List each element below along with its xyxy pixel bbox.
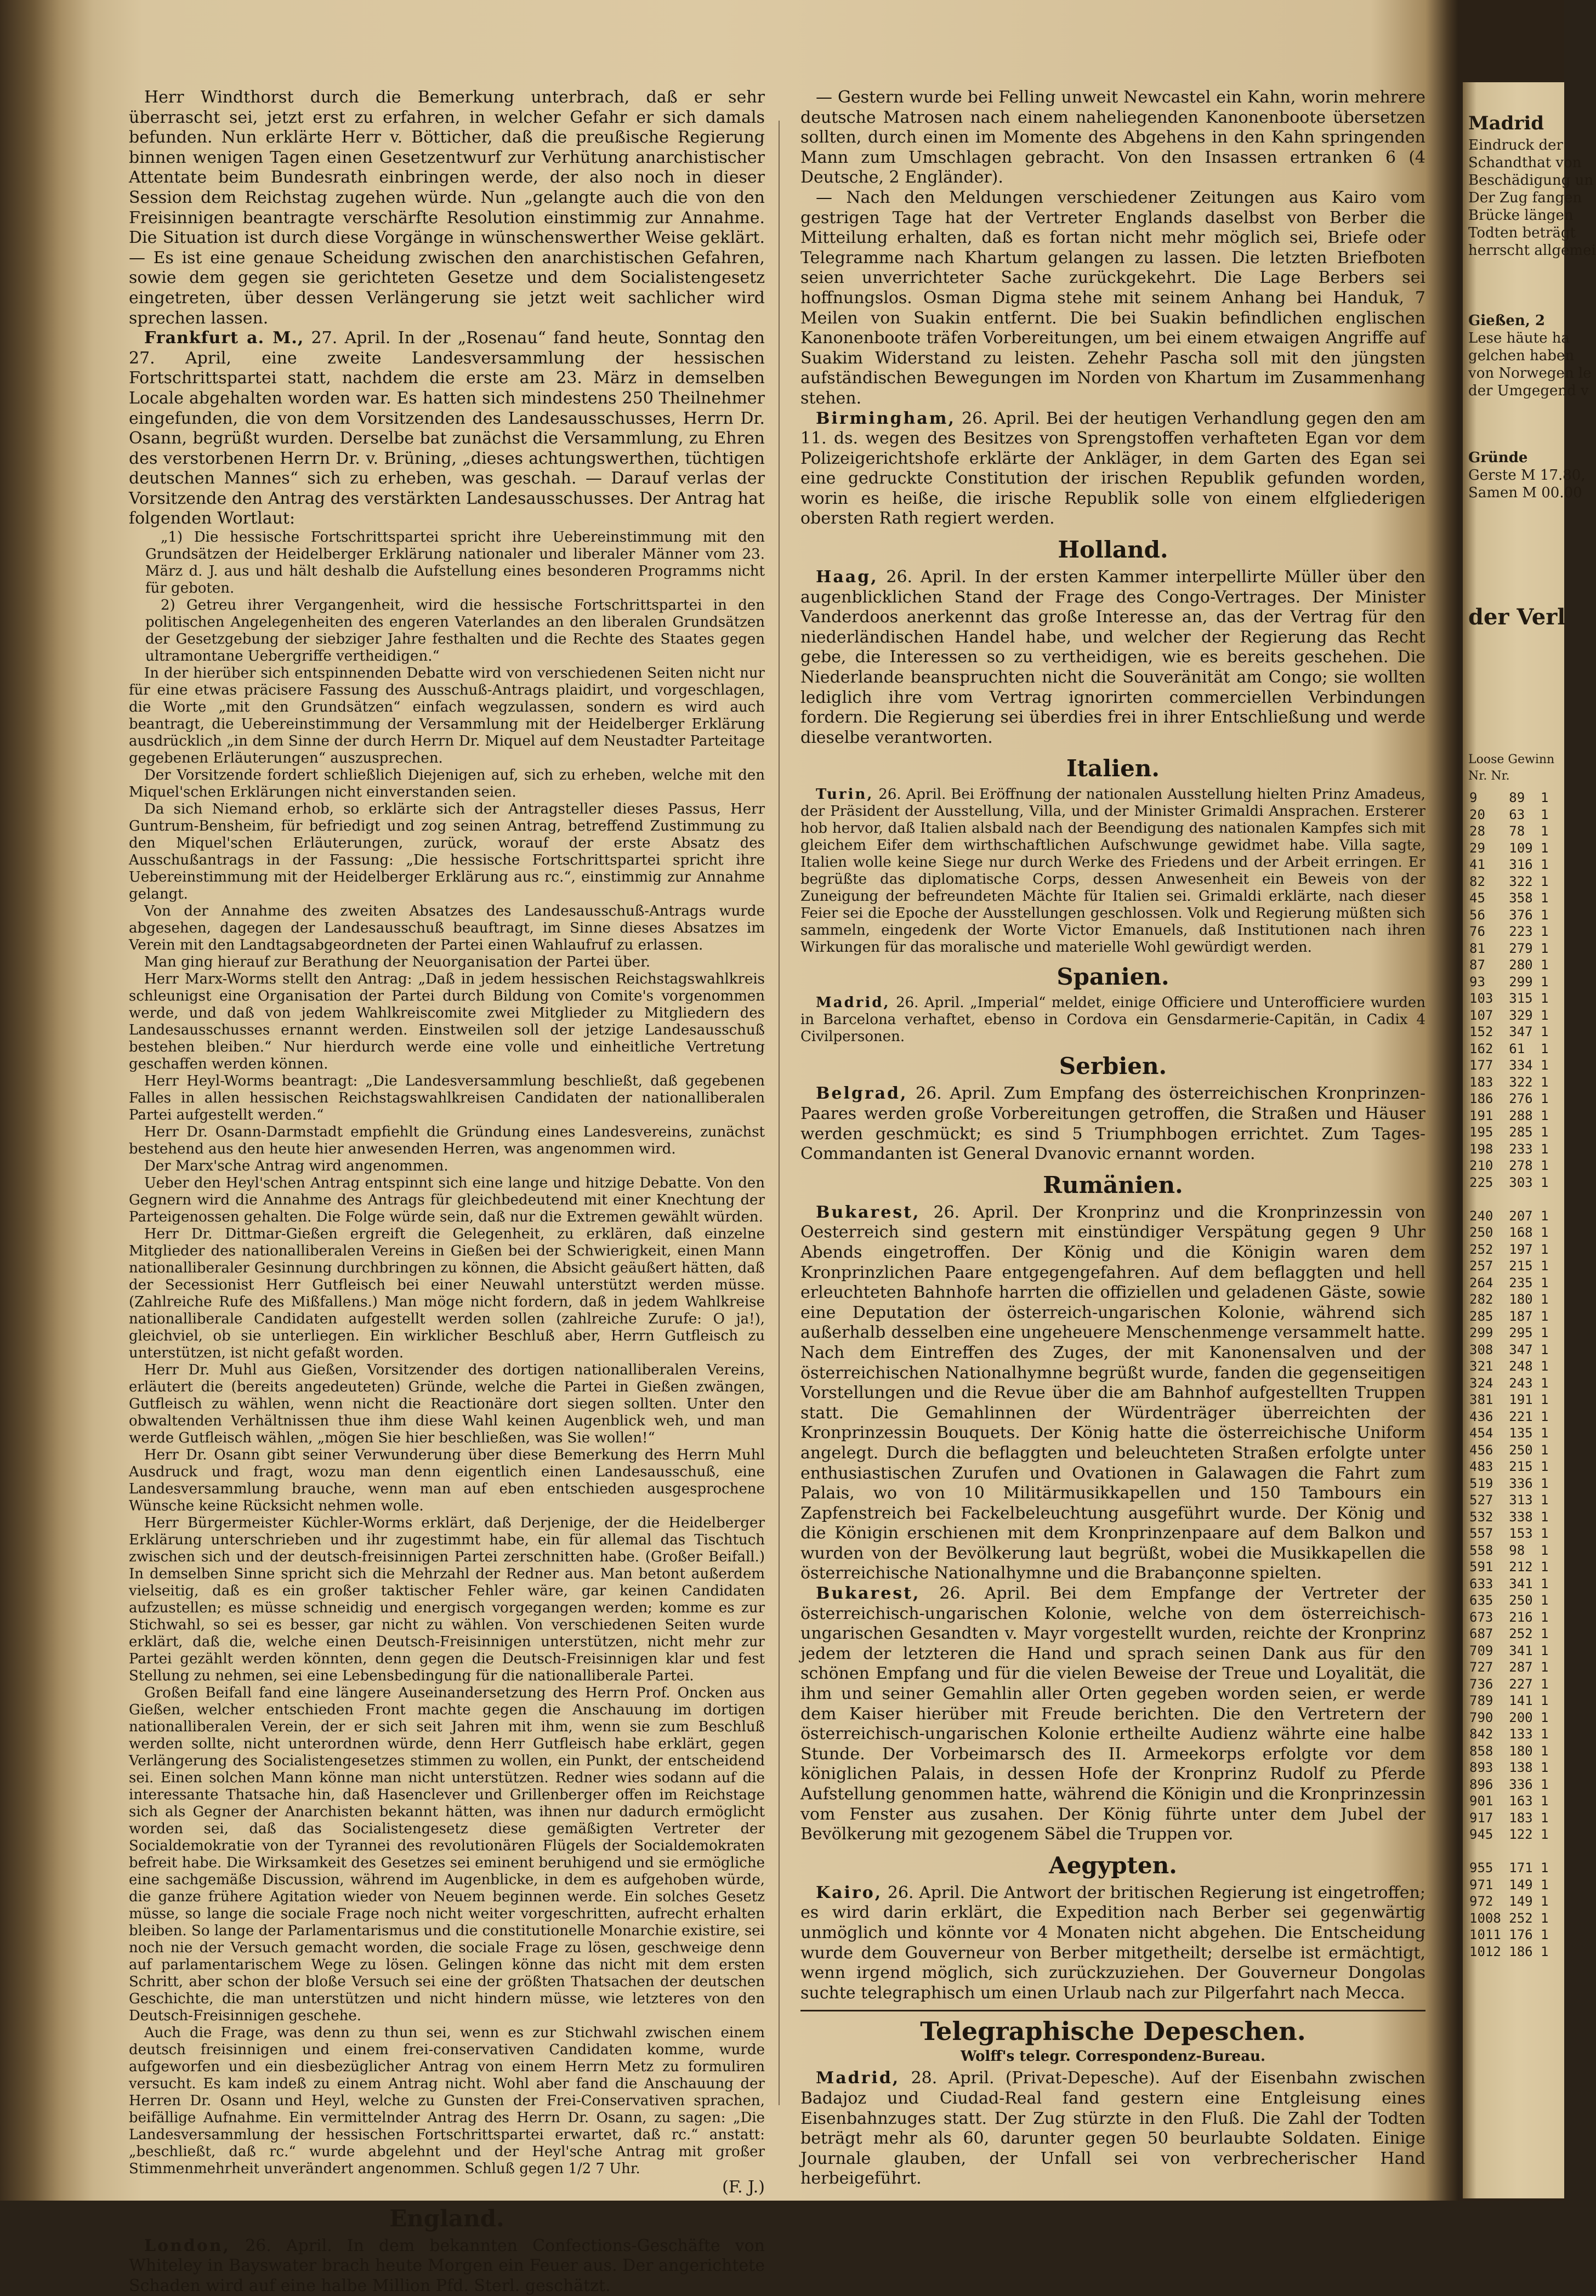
adjacent-text: Lese häute ha (1468, 330, 1570, 346)
adjacent-text: Der Zug fangen (1468, 190, 1582, 206)
paragraph: Von der Annahme des zweiten Absatzes des Landesausschuß-Antrags wurde abgesehen, dagegen der Landesausschuß beauftragt, im Sinne dieses Absatzes im Verein mit den Landtagsabgeordneten der Partei einen Wahlaufruf zu erlassen. (129, 903, 765, 954)
dateline-london: London, (144, 2236, 231, 2255)
dateline-kairo: Kairo, (816, 1883, 883, 1902)
adjacent-text: Brücke längen (1468, 207, 1574, 224)
section-heading-serbien: Serbien. (1059, 1053, 1167, 1080)
lottery-number-table: 9 89 1 20 63 1 28 78 1 29 109 1 41 316 1 82 322 1 45 358 1 56 376 1 76 223 1 81 279 1 87 280 1 93 299 1 103 315 1 107 329 1 152 347 1 162 61 1 177 334 1 183 322 1 186 276 1 191 288 1 195 285 1 198 233 1 210 278 1 225 303 1 240 207 1 250 168 1 252 197 1 257 215 1 264 235 1 282 180 1 285 187 1 299 295 1 308 347 1 321 248 1 324 243 1 381 191 1 436 221 1 454 135 1 456 250 1 483 215 1 519 336 1 527 313 1 532 338 1 557 153 1 558 98 1 591 212 1 633 341 1 635 250 1 673 216 1 687 252 1 709 341 1 727 287 1 736 227 1 789 141 1 790 200 1 842 133 1 858 180 1 893 138 1 896 336 1 901 163 1 917 183 1 945 122 1 955 171 1 971 149 1 972 149 1 1008 252 1 1011 176 1 1012 186 1 (1469, 790, 1549, 1959)
adjacent-text: Madrid (1468, 112, 1544, 134)
madrid-depesche-text: 28. April. (Privat-Depesche). Auf der Eisenbahn zwischen Badajoz und Ciudad-Real fand gestern eine Entgleisung eines Eisenbahnzuges statt. Der Zug stürzte in den Fluß. Die Zahl der Todten beträgt mehr als 60, darunter gegen 50 beurlaubte Soldaten. Einige Journale glauben, der Unfall sei von verbrecherischer Hand herbeigeführt. (800, 2068, 1426, 2189)
paragraph: Herr Dr. Osann-Darmstadt empfiehlt die Gründung eines Landesvereins, zunächst bestehend aus den heute hier anwesenden Herren, was angenommen wird. (129, 1124, 765, 1158)
section-heading-aegypten: Aegypten. (1049, 1851, 1177, 1879)
dateline-madrid: Madrid, (816, 994, 890, 1011)
newspaper-page (96, 88, 1450, 2295)
paragraph: Ueber den Heyl'schen Antrag entspinnt sich eine lange und hitzige Debatte. Von den Gegnern wird die Annahme des Antrags für gleichbedeutend mit einer Knechtung der Parteigenossen gehalten. Die Folge würde sein, daß nur die Extremen gewählt würden. (129, 1175, 765, 1226)
paragraph: Herr Dr. Dittmar-Gießen ergreift die Gelegenheit, zu erklären, daß einzelne Mitglieder des nationalliberalen Vereins in Gießen bei der Schwierigkeit, einen Mann nationalliberaler Gesinnung durchbringen zu können, die Absicht geäußert hätten, daß der Secessionist Herr Gutfleisch bei einer Neuwahl unterstützt werden müsse. (Zahlreiche Rufe des Mißfallens.) Man möge nicht fordern, daß in jedem Wahlkreise nationalliberale Candidaten aufgestellt werden sollen (zahlreiche Zurufe: O ja!), gleichviel, ob sie unterliegen. Ein wirklicher Beschluß aber, Herrn Gutfleisch zu unterstützen, ist nicht gefaßt worden. (129, 1226, 765, 1362)
dateline-frankfurt: Frankfurt a. M., (144, 328, 304, 348)
paragraph: Der Vorsitzende fordert schließlich Diejenigen auf, sich zu erheben, welche mit den Miquel'schen Erklärungen nicht einverstanden seien. (129, 767, 765, 801)
adjacent-page-strip (1463, 82, 1596, 2198)
adjacent-text: Gießen, 2 (1468, 312, 1546, 329)
dateline-bukarest: Bukarest, (816, 1202, 921, 1222)
quote-paragraph-2: 2) Getreu ihrer Vergangenheit, wird die hessische Fortschrittspartei in den politischen Angelegenheiten des engeren Vaterlandes an den liberalen Grundsätzen der Gesetzgebung der siebziger Jahre festhalten und die Rechte des Staates gegen ultramontane Uebergriffe vertheidigen.“ (145, 597, 765, 665)
dateline-turin: Turin, (816, 786, 874, 803)
article-bukarest-2 (800, 1584, 1425, 1845)
article-madrid-depesche (800, 2068, 1425, 2189)
paragraph: Auch die Frage, was denn zu thun sei, wenn es zur Stichwahl zwischen einem deutsch freisinnigen und einem frei-conservativen Candidaten komme, wurde aufgeworfen und ein diesbezüglicher Antrag von einem Herrn Metz zu formuliren versucht. Es kam indeß zu einem Antrag nicht. Wohl aber fand die Anschauung der Herren Dr. Osann und Heyl, welche zu Gunsten der Frei-Conservativen sprachen, beifällige Aufnahme. Ein vermittelnder Antrag des Herrn Dr. Osann, zu sagen: „Die Landesversammlung der hessischen Fortschrittspartei erwartet, daß rc.“ anstatt: „beschließt, daß rc.“ wurde abgelehnt und der Heyl'sche Antrag mit großer Stimmenmehrheit unverändert angenommen. Schluß gegen 1/2 7 Uhr. (129, 2025, 765, 2178)
author-signature: (F. J.) (722, 2178, 765, 2197)
section-heading-rumanien: Rumänien. (1043, 1171, 1183, 1198)
adjacent-text: Gründe (1468, 450, 1528, 466)
paragraph: Herr Marx-Worms stellt den Antrag: „Daß in jedem hessischen Reichstagswahlkreis schleunigst eine Organisation der Partei durch Bildung von Comite's vorgenommen werde, und daß von jedem Wahlkreiscomite zwei Mitglieder zu Mitgliedern des Landesausschusses ernannt werden. Einstweilen soll der jetzige Landesausschuß bestehen bleiben.“ Nur hierdurch werde eine volle und einheitliche Vertretung geschaffen werden können. (129, 971, 765, 1073)
article-kairo-meldungen: — Nach den Meldungen verschiedener Zeitungen aus Kairo vom gestrigen Tage hat der Vertreter Englands daselbst von Berber die Mitteilung erhalten, daß es fortan nicht mehr möglich sei, Briefe oder Telegramme nach Khartum gelangen zu lassen. Die letzten Briefboten seien unverrichteter Sache zurückgekehrt. Die Lage Berbers sei hoffnungslos. Osman Digma stehe mit seinem Anhang bei Handuk, 7 Meilen von Suakin entfernt. Die bei Suakin befindlichen englischen Kanonenboote träfen Vorbereitungen, um bei einem etwaigen Angriffe auf Suakim Widerstand zu leisten. Zehehr Pascha soll mit den jüngsten aufständischen Bewegungen im Norden von Khartum im Zusammenhang stehen. (800, 187, 1425, 408)
telegraph-bureau-subheading: Wolff's telegr. Correspondenz-Bureau. (961, 2048, 1265, 2065)
paragraph: In der hierüber sich entspinnenden Debatte wird von verschiedenen Seiten nicht nur für eine etwas präcisere Fassung des Ausschuß-Antrags plaidirt, und vorgeschlagen, die Worte „mit den Grundsätzen“ einfach wegzulassen, sondern es wird auch beantragt, die Uebereinstimmung der Versammlung mit der Heidelberger Erklärung ausdrücklich „in dem Sinne der durch Herrn Dr. Miquel auf dem Neustadter Parteitage gegebenen Erläuterungen“ auszusprechen. (129, 665, 765, 767)
paragraph: Da sich Niemand erhob, so erklärte sich der Antragsteller dieses Passus, Herr Guntrum-Bensheim, für befriedigt und zog seinen Antrag, betreffend Zustimmung zu den Miquel'schen Erläuterungen, zurück, worauf der erste Absatz des Ausschußantrags in der Fassung: „Die hessische Fortschrittspartei spricht ihre Uebereinstimmung mit der Heidelberger Erklärung aus rc.“, einstimmig zur Annahme gelangt. (129, 801, 765, 903)
adjacent-text: Eindruck der (1468, 137, 1563, 154)
article-madrid (800, 994, 1425, 1045)
section-heading-england: England. (389, 2204, 504, 2232)
birmingham-text: 26. April. Bei der heutigen Verhandlung gegen den am 11. ds. wegen des Besitzes von Sprengstoffen verhafteten Egan vor dem Polizeigerichtshofe erklärte der Ankläger, in dem Garten des Egan sei eine gedruckte Constitution der irischen Republik gefunden worden, worin es heiße, die irische Republik solle von einem elfgliederigen obersten Rath regiert werden. (800, 408, 1425, 528)
adjacent-text: der Umgegend v (1468, 383, 1589, 399)
frankfurt-text: 27. April. In der „Rosenau“ fand heute, Sonntag den 27. April, eine zweite Landesversammlung der hessischen Fortschrittspartei statt, nachdem die erste am 23. März in demselben Locale abgehalten worden war. Es hatten sich mindestens 250 Theilnehmer eingefunden, die von dem Vorsitzenden des Landesausschusses, Herrn Dr. Osann, begrüßt wurden. Derselbe bat zunächst die Versammlung, zu Ehren des verstorbenen Herrn Dr. v. Brüning, „dieses achtungswerthen, tüchtigen deutschen Mannes“ sich zu erheben, was geschah. — Darauf verlas der Vorsitzende den Antrag des verstärkten Landesausschusses. Der Antrag hat folgenden Wortlaut: (129, 328, 765, 528)
column-rule (779, 121, 780, 2105)
section-heading-holland: Holland. (1058, 536, 1168, 564)
madrid-text: 26. April. „Imperial“ meldet, einige Officiere und Unterofficiere wurden in Barcelona verhaftet, ebenso in Cordova ein Gensdarmerie-Capitän, in Cadix 4 Civilpersonen. (800, 994, 1426, 1045)
paragraph: Herr Dr. Osann gibt seiner Verwunderung über diese Bemerkung des Herrn Muhl Ausdruck und fragt, wozu man denn eigentlich einen Landesausschuß, eine Landesversammlung brauche, wenn man auf eben entschieden ausgesprochene Wünsche keine Rücksicht nehmen wolle. (129, 1447, 765, 1515)
section-heading-telegraph: Telegraphische Depeschen. (920, 2016, 1306, 2047)
adjacent-text: Todten beträgt (1468, 225, 1576, 241)
section-heading-italien: Italien. (1066, 755, 1160, 782)
adjacent-text: herrscht allgemei (1468, 242, 1596, 259)
left-column (129, 88, 765, 2295)
adjacent-text: Beschädigung un (1468, 172, 1594, 189)
article-newcastle: — Gestern wurde bei Felling unweit Newcastel ein Kahn, worin mehrere deutsche Matrosen nach einem naheliegenden Kanonenboote übersetzen sollten, durch einen im Momente des Abgehens in den Kahn springenden Mann zum Umschlagen gebracht. Von den Insassen ertranken 6 (4 Deutsche, 2 Engländer). (800, 88, 1425, 187)
article-birmingham (800, 409, 1425, 530)
london-text: 26. April. In dem bekannten Confections-Geschäfte von Whiteley in Bayswater brach heute Morgen ein Feuer aus. Der angerichtete Schaden wird auf eine halbe Million Pfd. Sterl. geschätzt. (129, 2236, 765, 2295)
article-kairo (800, 1883, 1425, 2004)
dateline-madrid: Madrid, (816, 2068, 900, 2088)
section-heading-spanien: Spanien. (1057, 963, 1169, 991)
article-reichstag-end: Herr Windthorst durch die Bemerkung unterbrach, daß er sehr überrascht sei, jetzt erst zu erfahren, in welcher Gefahr er sich damals befunden. Nun erklärte Herr v. Bötticher, daß die preußische Regierung binnen wenigen Tagen einen Gesetzentwurf zur Verhütung anarchistischer Attentate beim Bundesrath einbringen werde, der also noch in dieser Session dem Reichstag zugehen würde. Nun „gelangte auch die von den Freisinnigen beantragte verschärfte Resolution einstimmig zur Annahme. Die Situation ist durch diese Vorgänge in wünschenswerther Weise geklärt. — Es ist eine genaue Scheidung zwischen den anarchistischen Gefahren, sowie dem gegen sie gerichteten Gesetze und dem Socialistengesetz eingetreten, über dessen Verlängerung sie jetzt weit sachlicher wird sprechen lassen. (129, 88, 765, 328)
adjacent-table-header: Loose Gewinn (1468, 753, 1555, 766)
adjacent-text: Gerste M 17.80, (1468, 467, 1586, 484)
dateline-birmingham: Birmingham, (816, 408, 956, 428)
dateline-haag: Haag, (816, 567, 878, 587)
article-haag (800, 567, 1425, 748)
article-bukarest-1 (800, 1203, 1425, 1584)
article-london (129, 2236, 765, 2296)
section-divider (800, 2010, 1425, 2011)
dateline-belgrad: Belgrad, (816, 1084, 908, 1104)
adjacent-heading: der Verl (1468, 604, 1566, 630)
adjacent-text: Schandthat von (1468, 155, 1582, 171)
adjacent-text: Samen M 00.00 (1468, 485, 1582, 501)
article-frankfurt (129, 328, 765, 529)
haag-text: 26. April. In der ersten Kammer interpellirte Müller über den augenblicklichen Stand der Frage des Congo-Vertrages. Der Minister Vanderdoos anerkennt das große Interesse an, das der Vertrag für den niederländischen Handel habe, und welcher der Regierung das Recht gebe, die Interessen so zu vertheidigen, wie es bereits geschehen. Die Niederlande beanspruchten nicht die Souveränität am Congo; sie wollten lediglich ihre vom Vertrag ignorirten commerciellen Verbindungen fordern. Die Regierung sei überdies frei in ihrer Entschließung und werde dieselbe verantworten. (800, 567, 1425, 747)
paragraph: Herr Dr. Muhl aus Gießen, Vorsitzender des dortigen nationalliberalen Vereins, erläutert die (bereits angedeuteten) Gründe, welche die Partei in Gießen zwängen, Gutfleisch zu wählen, wenn nicht die Reactionäre dort siegen sollten. Unter den obwaltenden Verhältnissen thue ihm diese Wahl keinen Augenblick weh, und man werde Gutfleisch wählen, „mögen Sie hier beschließen, was Sie wollen!“ (129, 1362, 765, 1447)
adjacent-table-header: Nr. Nr. (1468, 769, 1510, 783)
adjacent-text: gelchen haben (1468, 348, 1575, 364)
turin-text: 26. April. Bei Eröffnung der nationalen Ausstellung hielten Prinz Amadeus, der Präsident der Ausstellung, Villa, und der Minister Grimaldi Ansprachen. Ersterer hob hervor, daß Italien alsbald nach der Beendigung des nationalen Kampfes sich mit gleichem Eifer dem wirthschaftlichen Aufschwunge gewidmet habe. Villa sagte, Italien wolle keine Siege nur durch Werke des Friedens und der Arbeit erringen. Er begrüßte das diplomatische Corps, dessen Anwesenheit ein Beweis von der Zuneigung der befreundeten Mächte für Italien sei. Grimaldi erklärte, nach dieser Feier sei die Epoche der Ausstellungen geschlossen. Volk und Regierung müßten sich sammeln, eingedenk der Worte Victor Emanuels, daß Institutionen nach ihren Wirkungen für das moralische und materielle Wohl gewürdigt werden. (800, 786, 1426, 956)
paragraph: Der Marx'sche Antrag wird angenommen. (144, 1158, 448, 1175)
paragraph: Man ging hierauf zur Berathung der Neuorganisation der Partei über. (144, 954, 651, 971)
right-column (800, 88, 1426, 2189)
adjacent-text: von Norwegen le (1468, 365, 1592, 382)
bukarest-text: 26. April. Der Kronprinz und die Kronprinzessin von Oesterreich sind gestern mit einstündiger Verspätung gegen 9 Uhr Abends eingetroffen. Der König und die Königin waren dem Kronprinzlichen Paare entgegengefahren. Auf dem beflaggten und hell erleuchteten Bahnhofe harrten die offiziellen und geladenen Gäste, sowie eine Deputation der österreich-ungarischen Kolonie, während sich außerhalb desselben eine ungeheuere Menschenmenge versammelt hatte. Nach dem Eintreffen des Zuges, der mit Kanonensalven und der österreichischen Nationalhymne begrüßt wurde, fanden die gegenseitigen Vorstellungen und die Revue über die am Bahnhof aufgestellten Truppen statt. Die Gemahlinnen der Würdenträger überreichten der Kronprinzessin Bouquets. Der König hatte die österreichische Uniform angelegt. Durch die beflaggten und beleuchteten Straßen erfolgte unter enthusiastischen Zurufen und Ovationen in Galawagen die Fahrt zum Palais, wo von 10 Militärmusikkapellen und 150 Tambours ein Zapfenstreich bei Fackelbeleuchtung ausgeführt wurde. Der König und die Königin erschienen mit dem Kronprinzenpaare auf dem Balkon und wurden von der Bevölkerung laut begrüßt, wobei die Musikkapellen die österreichische Nationalhymne und die Brabançonne spielten. (800, 1202, 1425, 1583)
bukarest-text: 26. April. Bei dem Empfange der Vertreter der österreichisch-ungarischen Kolonie, welche von dem österreichisch-ungarischen Gesandten v. Mayr vorgestellt wurden, reichte der Kronprinz jedem der letzteren die Hand und sprach seinen Dank aus für den schönen Empfang und für die vielen Beweise der Treue und Loyalität, die ihm und seiner Gemahlin aller Orten gegeben worden seien, er werde dem Kaiser hierüber mit Freude berichten. Die den Vertretern der österreichisch-ungarischen Kolonie ertheilte Audienz währte eine halbe Stunde. Der Vorbeimarsch des II. Armeekorps erfolgte vor dem königlichen Palais, in dessen Hofe der Kronprinz Rudolf zu Pferde Aufstellung genommen hatte, während die Königin und die Kronprinzessin vom Fenster aus zusahen. Der König führte unter dem Jubel der Bevölkerung mit gezogenem Säbel die Truppen vor. (800, 1584, 1425, 1844)
belgrad-text: 26. April. Zum Empfang des österreichischen Kronprinzen-Paares werden große Vorbereitungen getroffen, die Straßen und Häuser werden geschmückt; es sind 5 Triumphbogen errichtet. Zum Tages-Commandanten ist General Dvanovic ernannt worden. (800, 1084, 1425, 1164)
paragraph: Herr Heyl-Worms beantragt: „Die Landesversammlung beschließt, daß gegebenen Falles in allen hessischen Reichstagswahlkreisen Candidaten der nationalliberalen Partei aufgestellt werden.“ (129, 1073, 765, 1124)
article-belgrad (800, 1084, 1425, 1164)
quote-paragraph-1: „1) Die hessische Fortschrittspartei spricht ihre Uebereinstimmung mit den Grundsätzen der Heidelberger Erklärung nationaler und liberaler Männer vom 23. März d. J. aus und hält deshalb die Aufstellung eines besonderen Programms nicht für geboten. (145, 529, 765, 597)
kairo-text: 26. April. Die Antwort der britischen Regierung ist eingetroffen; es wird darin erklärt, die Expedition nach Berber sei gegenwärtig unmöglich und könnte vor 4 Monaten nicht abgehen. Die Entscheidung wurde dem Gouverneur von Berber mitgetheilt; derselbe ist ermächtigt, wenn irgend möglich, sich zurückzuziehen. Der Gouverneur Dongolas suchte telegraphisch um einen Urlaub nach zur Pilgerfahrt nach Mecca. (800, 1883, 1425, 2003)
article-turin (800, 786, 1425, 956)
dateline-bukarest: Bukarest, (816, 1584, 921, 1604)
paragraph: Großen Beifall fand eine längere Auseinandersetzung des Herrn Prof. Oncken aus Gießen, welcher entschieden Front machte gegen die Anschauung im dortigen nationalliberalen Verein, der er sich seit Jahren mit ihm, wenn sie zum Beschluß werden sollte, nicht unterordnen würde, denn Herr Gutfleisch habe erklärt, gegen Verlängerung des Socialistengesetzes stimmen zu wollen, ein Punkt, der entscheidend sei. Einen solchen Mann könne man nicht unterstützen. Redner wies sodann auf die interessante Thatsache hin, daß Hasenclever und Grillenberger offen im Reichstage sich als Gegner der Anarchisten bekannt hätten, was ihnen nur dadurch ermöglicht worden sei, daß das Socialistengesetz diese gemäßigten Vertreter der Socialdemokratie von der Tyrannei des revolutionären Flügels der Socialdemokraten befreit habe. Die Wirksamkeit des Gesetzes sei eminent beruhigend und sie ermögliche eine sachgemäße Discussion, während im Augenblicke, in dem es aufgehoben würde, die ganze frühere Agitation wieder von Neuem beginnen werde. Ein solches Gesetz müsse, so lange die sociale Frage noch nicht weiter vorgeschritten, aufrecht erhalten bleiben. So lange der Parlamentarismus und die constitutionelle Monarchie existire, sei noch nie der Versuch gemacht worden, die sociale Frage zu lösen, geschweige denn auf parlamentarischem Wege zu lösen. Gelingen könne das nicht mit dem ersten Schritt, aber schon der bloße Versuch sei eine der größten Thatsachen der deutschen Geschichte, die man unterstützen und nicht hindern müsse, wie letzteres von den Deutsch-Freisinnigen geschehe. (129, 1685, 765, 2025)
paragraph: Herr Bürgermeister Küchler-Worms erklärt, daß Derjenige, der die Heidelberger Erklärung unterschrieben und ihr zugestimmt habe, ein für allemal das Tischtuch zwischen sich und der deutsch-freisinnigen Partei zerschnitten habe. (Großer Beifall.) In demselben Sinne spricht sich die Mehrzahl der Redner aus. Man betont außerdem vielseitig, daß es ein großer taktischer Fehler wäre, gar keinen Candidaten aufzustellen; es müsse schneidig und energisch vorgegangen werden; komme es zur Stichwahl, so sei es besser, gar nicht zu wählen. Von verschiedenen Seiten wurde erklärt, daß die, welche einen Deutsch-Freisinnigen unterstützen, nicht mehr zur Partei gezählt werden könnten, denn gegen die Deutsch-Freisinnigen klar und fest Stellung zu nehmen, sei eine Lebensbedingung für die nationalliberale Partei. (129, 1515, 765, 1685)
